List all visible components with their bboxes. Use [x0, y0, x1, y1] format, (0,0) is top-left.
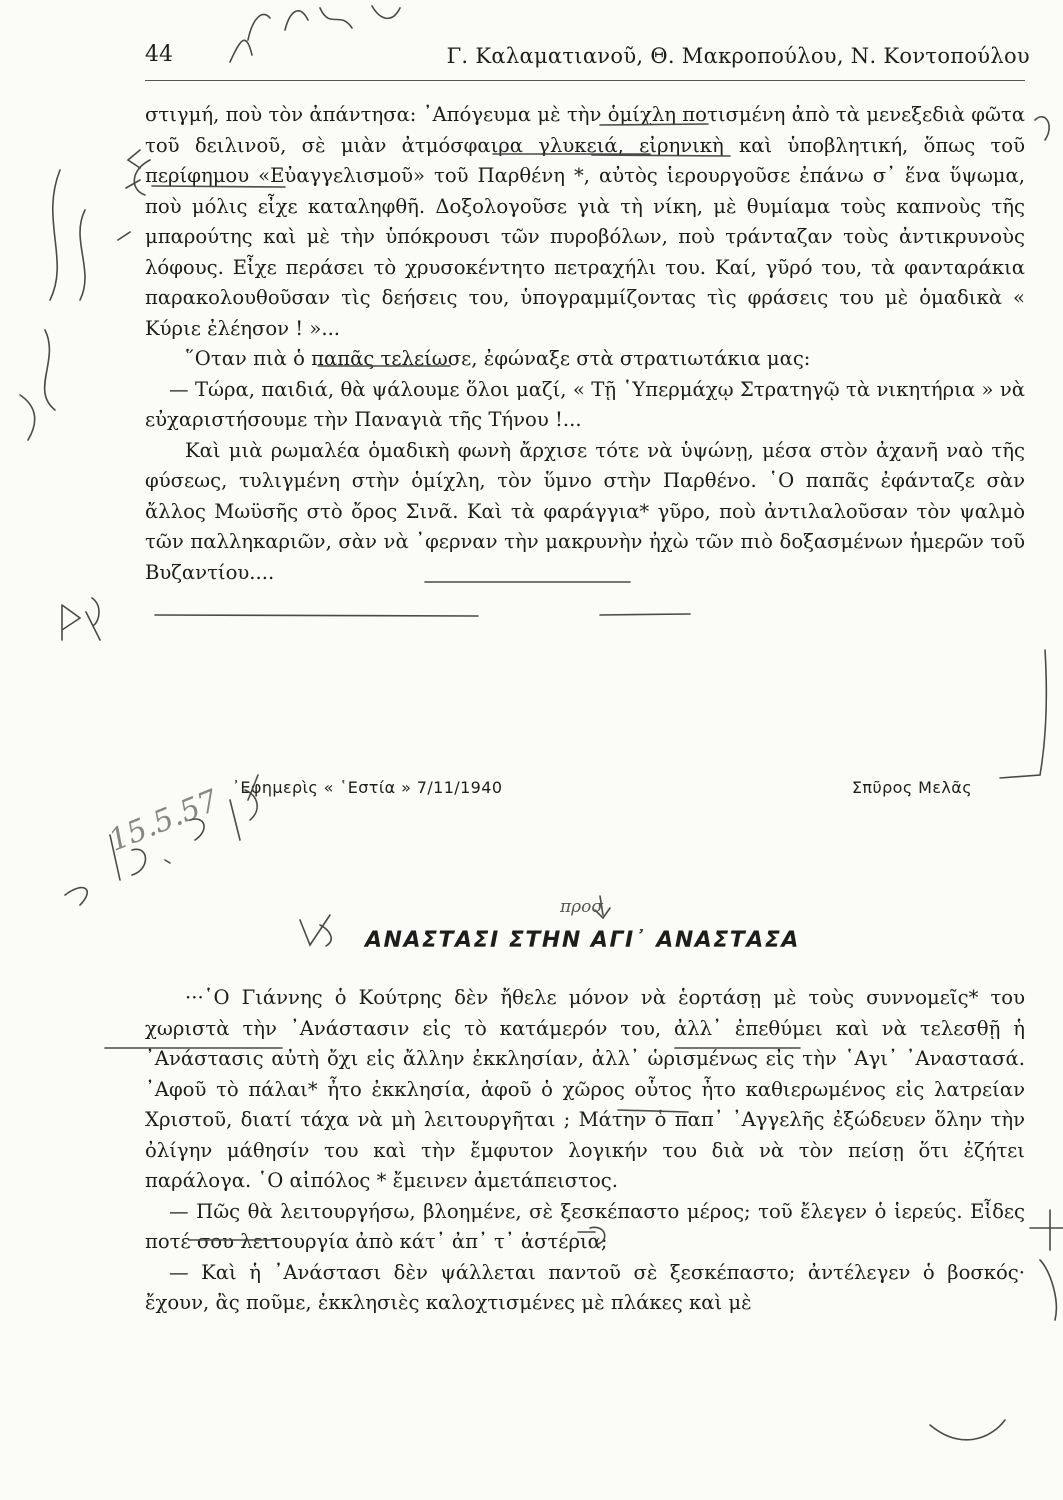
insert-arrow: [595, 896, 610, 918]
page-number: 44: [145, 42, 173, 67]
paragraph: στιγμή, ποὺ τὸν ἀπάντησα: ᾿Απόγευμα μὲ τὴν ὁμίχλη ποτισμένη ἀπὸ τὰ μενεξεδιὰ φῶτα τοῦ δειλινοῦ, σὲ μιὰν ἀτμόσφαιρα γλυκειά, εἰρηνικὴ καὶ ὑποβλητική, ὅπως τοῦ περίφημου «Εὐαγγελισμοῦ» τοῦ Παρθένη *, αὐτὸς ἱερουργοῦσε ἐπάνω σ᾿ ἕνα ὕψωμα, ποὺ μόλις εἶχε καταληφθῆ. Δοξολογοῦσε γιὰ τὴ νίκη, μὲ θυμίαμα τοὺς καπνοὺς τῆς μπαρούτης καὶ μὲ τὴν ὑπόκρουσι τῶν πυροβόλων, ποὺ τράνταζαν τοὺς ἀντικρυνοὺς λόφους. Εἶχε περάσει τὸ χρυσοκέντητο πετραχήλι του. Καί, γῦρό του, τὰ φανταράκια παρακολουθοῦσαν τὶς δεήσεις του, ὑπογραμμίζοντας τὶς φράσεις του μὲ ὁμαδικὰ « Κύριε ἐλέησον ! »...: [145, 103, 1025, 340]
margin-flag-mark: [62, 598, 100, 640]
author-name: Σπῦρος Μελᾶς: [851, 778, 972, 797]
handwritten-title-note: προσ: [560, 897, 604, 917]
margin-bracket: [118, 150, 140, 240]
left-margin-scribble: [20, 160, 150, 440]
running-head: Γ. Καλαματιανοῦ, Θ. Μακροπούλου, Ν. Κοντοπούλου: [446, 44, 1030, 68]
header-rule: [145, 80, 1025, 81]
dialogue-paragraph: — Πῶς θὰ λειτουργήσω, βλοημένε, σὲ ξεσκέπαστο μέρος; τοῦ ἔλεγεν ὁ ἱερεύς. Εἶδες ποτέ σου λειτουργία ἀπὸ κάτ᾿ ἀπ᾿ τ᾿ ἀστέρια;: [145, 1199, 1025, 1253]
section2-body: [145, 983, 1025, 1319]
source-citation-row: [232, 778, 972, 808]
paragraph: Καὶ μιὰ ρωμαλέα ὁμαδικὴ φωνὴ ἄρχισε τότε νὰ ὑψώνῃ, μέσα στὸν ἀχανῆ ναὸ τῆς φύσεως, τυλιγμένη στὴν ὁμίχλη, τὸν ὕμνο στὴν Παρθένο. ῾Ο παπᾶς ἐφάνταζε σὰν ἄλλος Μωϋσῆς στὸ ὄρος Σινᾶ. Καὶ τὰ φαράγγια* γῦρο, ποὺ ἀντιλαλοῦσαν τὸν ψαλμὸ τῶν παλληκαριῶν, σὰν νὰ ᾿φερναν τὴν μακρυνὴν ἠχὼ τῶν πιὸ δοξασμένων ἡμερῶν τοῦ Βυζαντίου....: [145, 438, 1025, 584]
source-citation: ᾿Εφημερὶς « ῾Εστία » 7/11/1940: [232, 778, 503, 797]
handwritten-date-note: 15.5.57: [103, 783, 224, 859]
right-margin-hook: [1035, 117, 1049, 140]
section-title: ΑΝΑΣΤΑΣΙ ΣΤΗΝ ΑΓΙ᾿ ΑΝΑΣΤΑΣΑ: [365, 928, 800, 953]
paragraph: ···῾Ο Γιάννης ὁ Κούτρης δὲν ἤθελε μόνον νὰ ἑορτάσῃ μὲ τοὺς συννομεῖς* του χωριστὰ τὴν ᾿Ανάστασιν εἰς τὸ κατάμερόν του, ἀλλ᾿ ἐπεθύμει καὶ νὰ τελεσθῇ ἡ ᾿Ανάστασις αὐτὴ ὄχι εἰς ἄλλην ἐκκλησίαν, ἀλλ᾿ ὡρισμένως εἰς τὴν ῾Αγι᾿ ᾿Αναστασά. ᾿Αφοῦ τὸ πάλαι* ἦτο ἐκκλησία, ἀφοῦ ὁ χῶρος οὗτος ἦτο καθιερωμένος εἰς λατρείαν Χριστοῦ, διατί τάχα νὰ μὴ λειτουργῆται ; Μάτην ὁ παπ᾿ ᾿Αγγελῆς ἐξώδευεν ὅλην τὴν ὀλίγην μάθησίν του καὶ τὴν ἔμφυτον λογικήν του διὰ νὰ τὸν πείσῃ ὅτι ἐζήτει παράλογα. ῾Ο αἰπόλος * ἔμεινεν ἀμετάπειστος.: [145, 986, 1025, 1192]
page-header: [145, 42, 1030, 76]
dialogue-paragraph: — Καὶ ἡ ᾿Ανάστασι δὲν ψάλλεται παντοῦ σὲ ξεσκέπαστο; ἀντέλεγεν ὁ βοσκός· ἔχουν, ἂς ποῦμε, ἐκκλησιὲς καλοχτισμένες μὲ πλάκες καὶ μὲ: [145, 1260, 1025, 1314]
margin-curl: [65, 888, 87, 905]
section1-body: [145, 100, 1025, 588]
bottom-curl: [930, 1420, 1005, 1440]
title-mark: [300, 915, 331, 946]
paragraph: ῞Οταν πιὰ ὁ παπᾶς τελείωσε, ἐφώναξε στὰ στρατιωτάκια μας:: [185, 347, 811, 370]
dialogue-paragraph: — Τώρα, παιδιά, θὰ ψάλουμε ὅλοι μαζί, « Τῇ ῾Υπερμάχῳ Στρατηγῷ τὰ νικητήρια » νὰ εὐχαριστήσουμε τὴν Παναγιὰ τῆς Τήνου !...: [145, 377, 1025, 431]
right-margin-bar: [1000, 650, 1046, 778]
right-margin-cross: [1030, 1210, 1063, 1320]
